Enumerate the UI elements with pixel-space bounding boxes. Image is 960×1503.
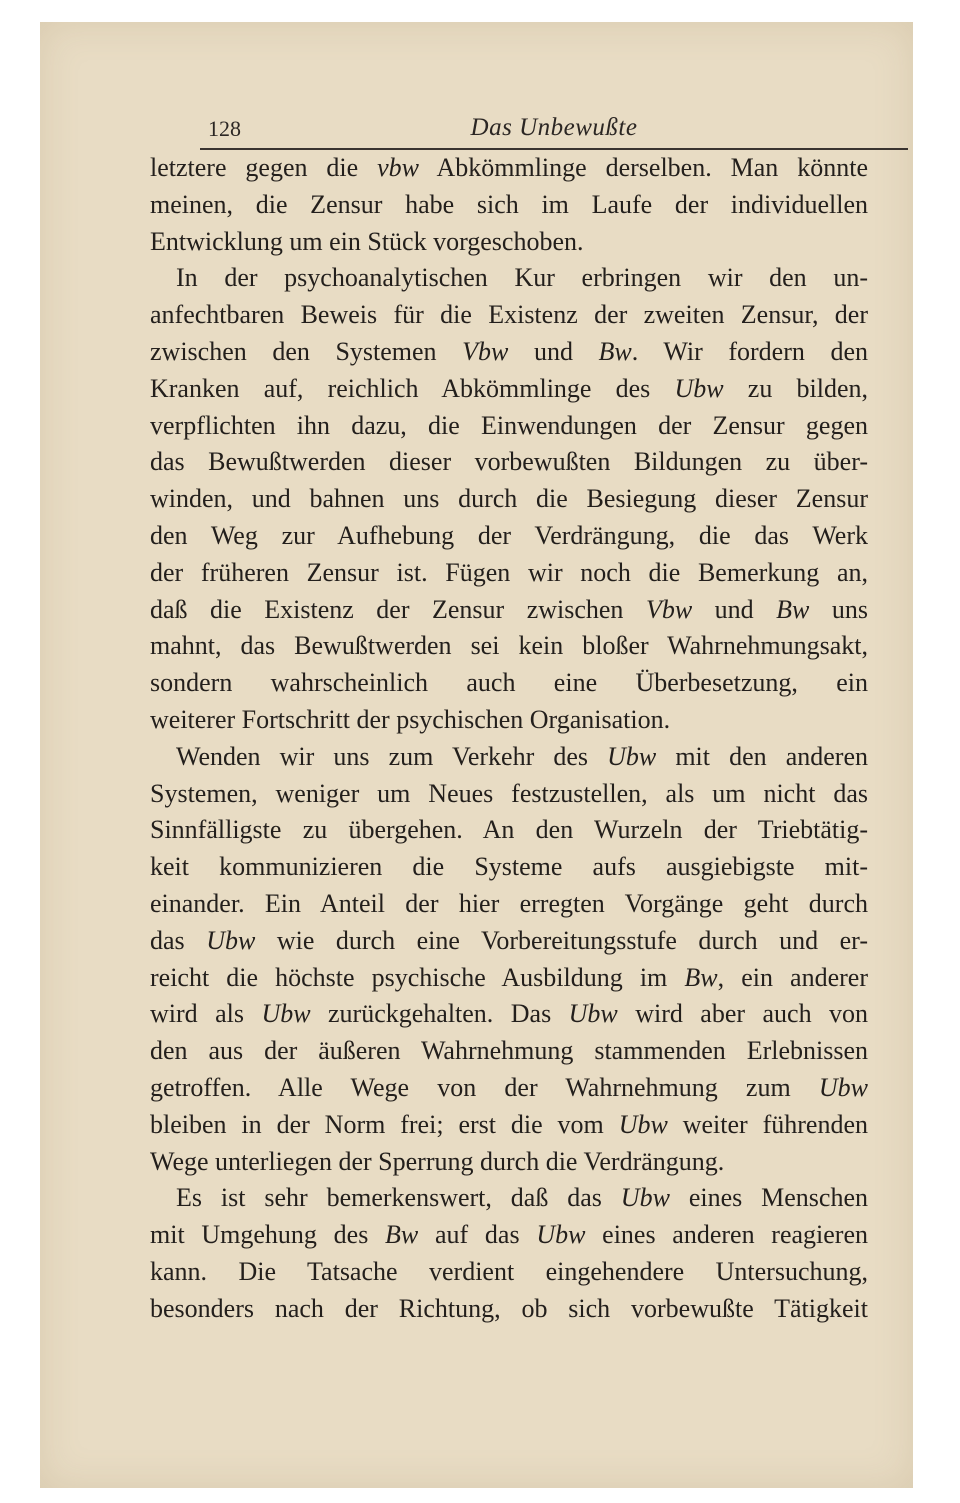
text-line: einander. Ein Anteil der hier erregten Vorgänge geht durch — [150, 888, 868, 918]
paragraph — [150, 1180, 868, 1327]
text-line: Entwicklung um ein Stück vorgeschoben. — [150, 226, 584, 256]
text-line: der früheren Zensur ist. Fügen wir noch die Bemerkung an, — [150, 557, 868, 587]
text-line: Kranken auf, reichlich Abkömmlinge des Ubw zu bilden, — [150, 373, 868, 403]
text-line: anfechtbaren Beweis für die Existenz der zweiten Zensur, der — [150, 300, 868, 330]
text-line: Es ist sehr bemerkenswert, daß das Ubw eines Menschen — [176, 1183, 868, 1213]
paragraph — [150, 260, 868, 738]
text-line: mit Umgehung des Bw auf das Ubw eines anderen reagieren — [150, 1220, 869, 1250]
text-line: kann. Die Tatsache verdient eingehendere Untersuchung, — [150, 1256, 868, 1286]
text-line: das Bewußtwerden dieser vorbewußten Bildungen zu über- — [150, 447, 868, 477]
text-line: weiterer Fortschritt der psychischen Organisation. — [150, 704, 671, 734]
running-title: Das Unbewußte — [470, 114, 638, 141]
text-line: wird als Ubw zurückgehalten. Das Ubw wird aber auch von — [150, 999, 869, 1029]
text-line: verpflichten ihn dazu, die Einwendungen der Zensur gegen — [150, 410, 868, 440]
text-line: sondern wahrscheinlich auch eine Überbesetzung, ein — [150, 668, 868, 698]
text-line: zwischen den Systemen Vbw und Bw. Wir fordern den — [150, 336, 868, 366]
text-line: mahnt, das Bewußtwerden sei kein bloßer Wahrnehmungsakt, — [150, 631, 868, 661]
text-line: getroffen. Alle Wege von der Wahrnehmung zum Ubw — [150, 1072, 868, 1102]
text-line: daß die Existenz der Zensur zwischen Vbw und Bw uns — [150, 594, 869, 624]
text-line: bleiben in der Norm frei; erst die vom Ubw weiter führenden — [150, 1109, 868, 1139]
page-header — [200, 114, 908, 150]
paragraph — [150, 739, 868, 1181]
text-line: Systemen, weniger um Neues festzustellen, als um nicht das — [150, 778, 868, 808]
text-line: Sinnfälligste zu übergehen. An den Wurzeln der Triebtätig- — [150, 815, 868, 845]
text-line: den aus der äußeren Wahrnehmung stammenden Erlebnissen — [150, 1036, 868, 1066]
text-line: In der psychoanalytischen Kur erbringen wir den un- — [176, 263, 868, 293]
text-line: keit kommunizieren die Systeme aufs ausgiebigste mit- — [150, 852, 868, 882]
text-line: das Ubw wie durch eine Vorbereitungsstufe durch und er- — [150, 925, 868, 955]
body-text — [150, 150, 868, 1328]
text-line: reicht die höchste psychische Ausbildung im Bw, ein anderer — [150, 962, 868, 992]
text-line: letztere gegen die vbw Abkömmlinge derselben. Man könnte — [150, 153, 868, 182]
paragraph — [150, 150, 868, 260]
text-line: Wenden wir uns zum Verkehr des Ubw mit den anderen — [176, 741, 868, 771]
page-number: 128 — [208, 116, 241, 141]
text-line: Wege unterliegen der Sperrung durch die Verdrängung. — [150, 1146, 725, 1176]
text-line: meinen, die Zensur habe sich im Laufe der individuellen — [150, 189, 868, 219]
text-line: besonders nach der Richtung, ob sich vorbewußte Tätigkeit — [150, 1293, 868, 1323]
text-line: den Weg zur Aufhebung der Verdrängung, die das Werk — [150, 520, 868, 550]
text-line: winden, und bahnen uns durch die Besiegung dieser Zensur — [150, 484, 868, 514]
